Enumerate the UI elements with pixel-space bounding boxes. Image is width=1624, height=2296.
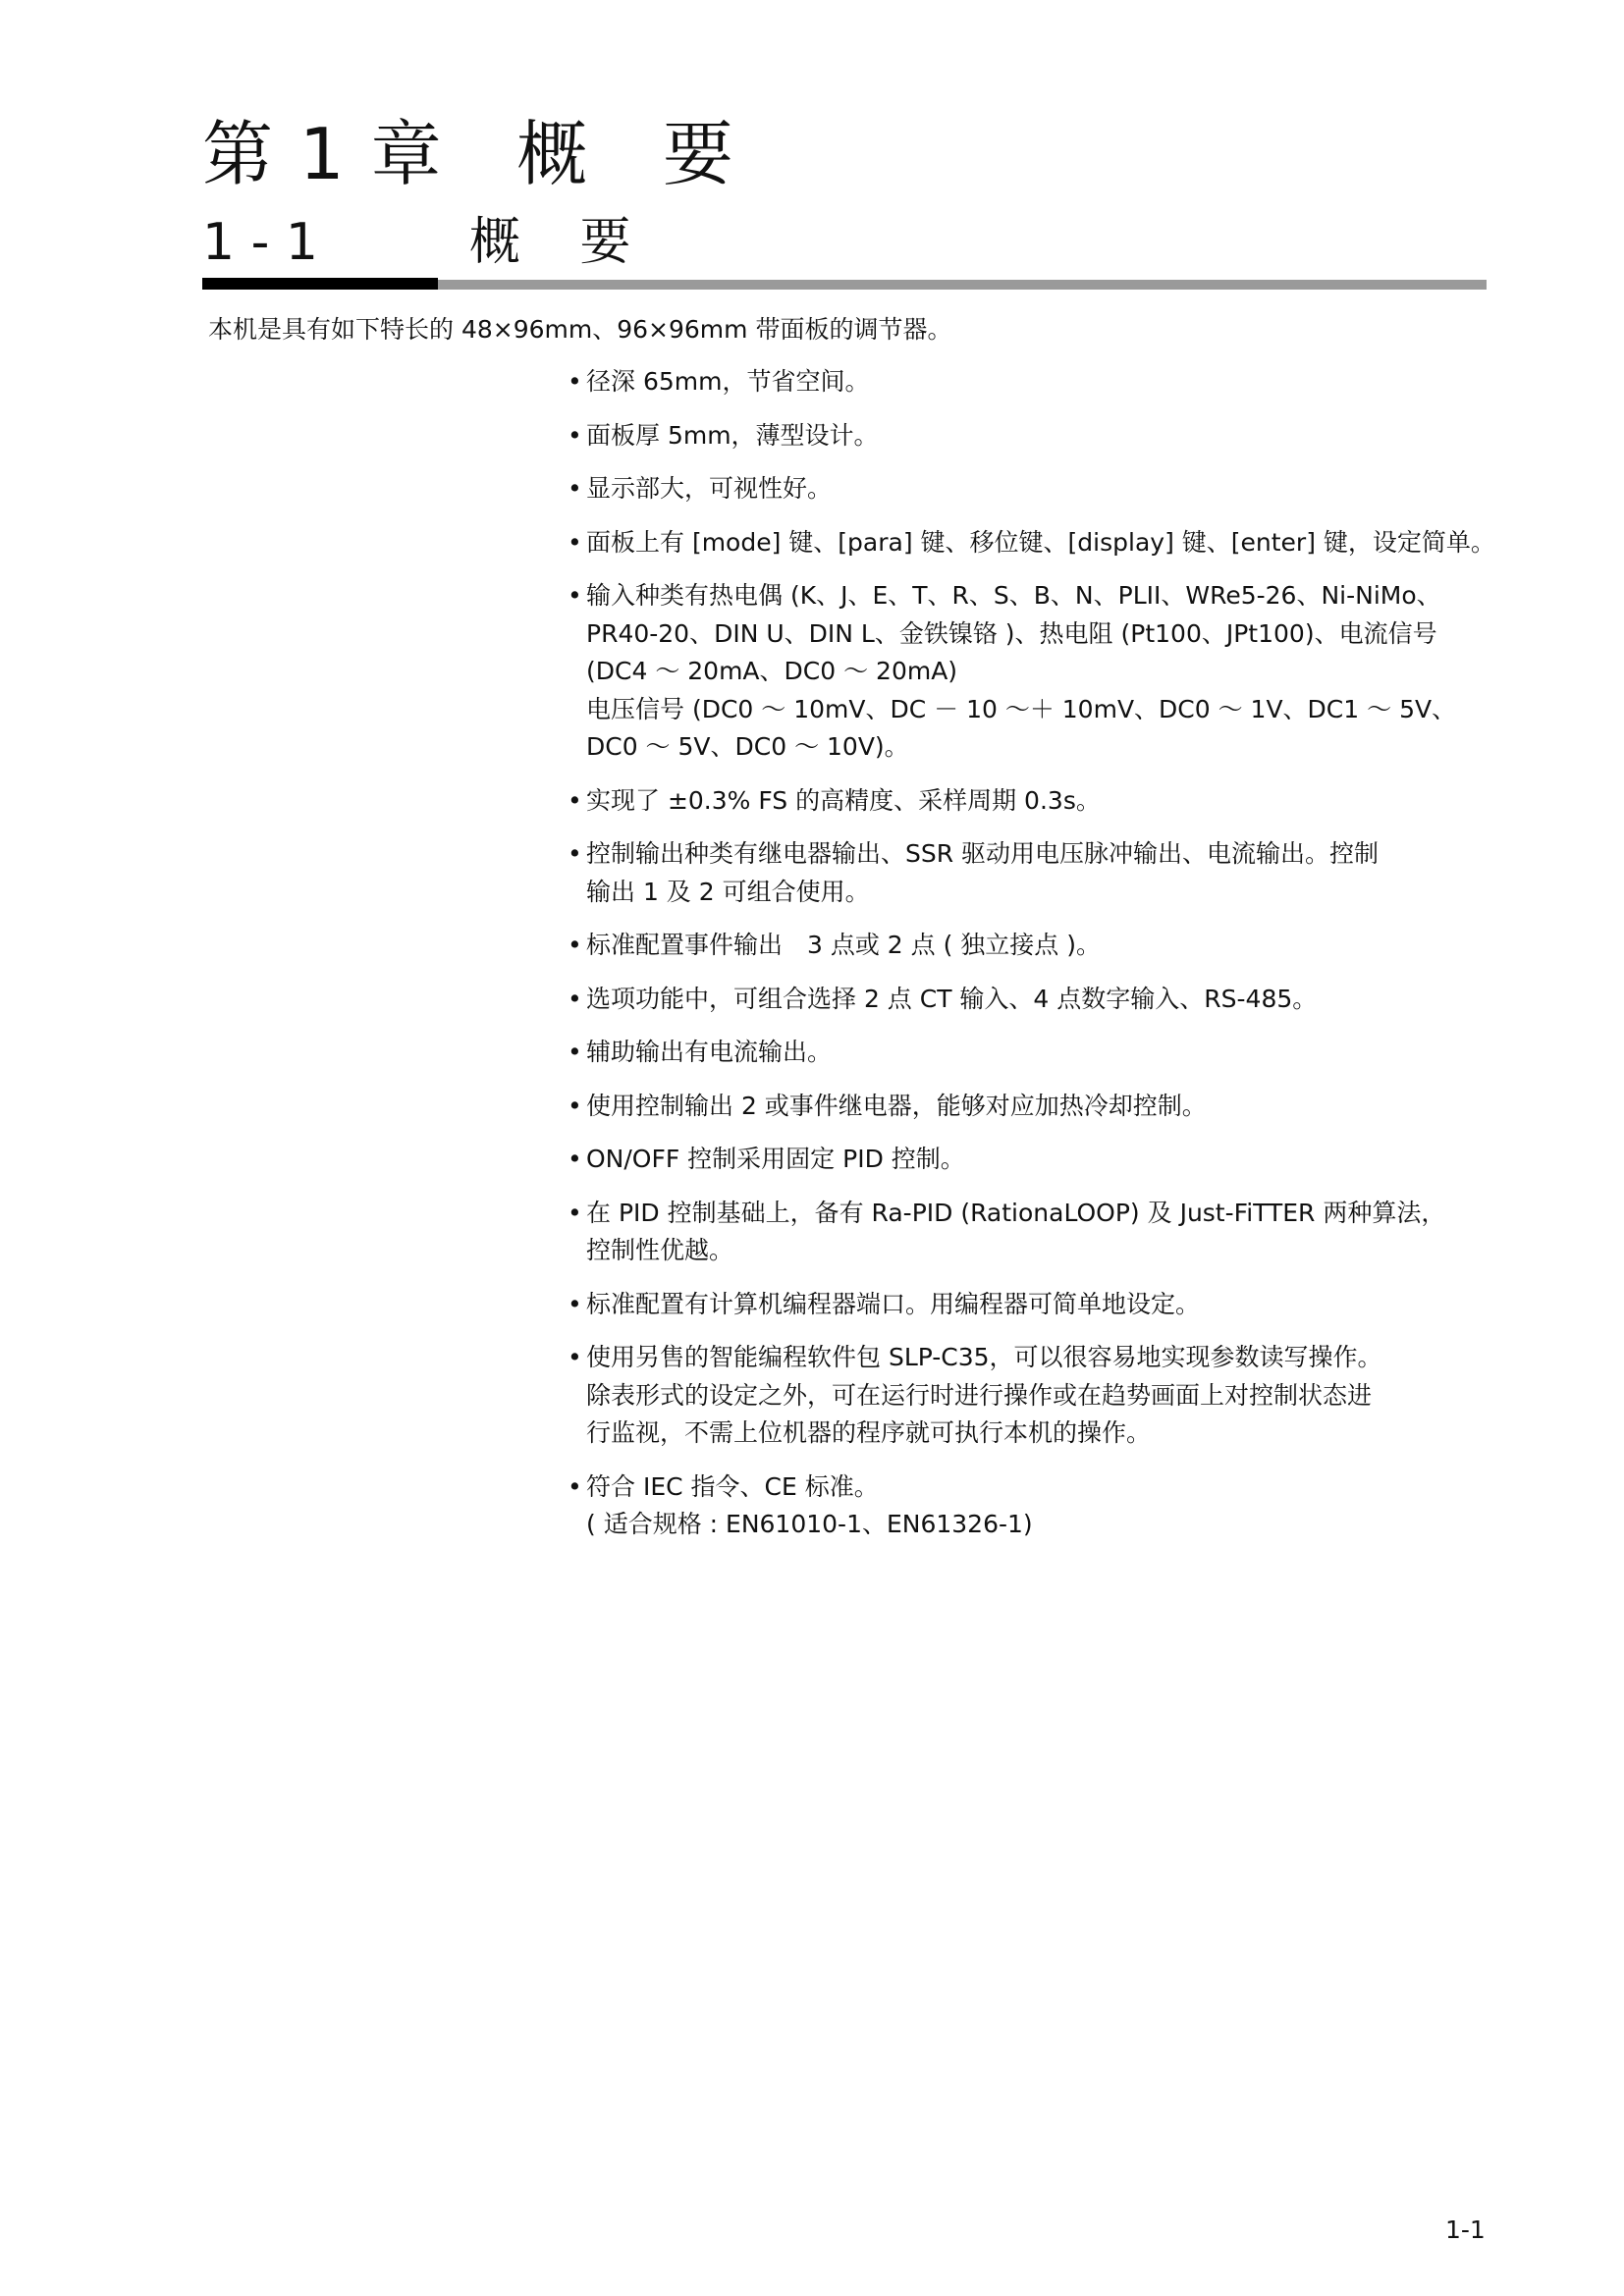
bullet-icon: • xyxy=(568,1198,582,1227)
bullet-icon: • xyxy=(568,420,582,450)
feature-item xyxy=(568,782,1490,821)
feature-item xyxy=(568,835,1490,911)
feature-text-line: (DC4 ～ 20mA、DC0 ～ 20mA) xyxy=(586,657,958,685)
feature-text-line: 实现了 ±0.3% FS 的高精度、采样周期 0.3s。 xyxy=(586,785,1101,815)
section-title: 概 要 xyxy=(469,213,653,272)
feature-text-line: 使用另售的智能编程软件包 SLP-C35，可以很容易地实现参数读写操作。 xyxy=(586,1343,1382,1371)
feature-text-line: 径深 65mm，节省空间。 xyxy=(586,367,870,396)
feature-text-line: ( 适合规格 : EN61010-1、EN61326-1) xyxy=(586,1510,1033,1538)
feature-text-line: ON/OFF 控制采用固定 PID 控制。 xyxy=(586,1145,965,1173)
section-rule-black xyxy=(202,278,438,290)
feature-item xyxy=(568,981,1490,1019)
feature-text-line: 标准配置有计算机编程器端口。用编程器可简单地设定。 xyxy=(586,1289,1201,1318)
feature-text-line: 面板上有 [mode] 键、[para] 键、移位键、[display] 键、[enter] 键，设定简单。 xyxy=(586,527,1495,557)
feature-text-line: 符合 IEC 指令、CE 标准。 xyxy=(586,1471,879,1501)
bullet-icon: • xyxy=(568,1091,582,1120)
feature-item xyxy=(568,524,1495,562)
feature-text-line: 辅助输出有电流输出。 xyxy=(586,1038,833,1066)
bullet-icon: • xyxy=(568,474,582,503)
feature-text-line: 在 PID 控制基础上，备有 Ra-PID (RationaLOOP) 及 Just-FiTTER 两种算法， xyxy=(586,1198,1446,1227)
feature-list xyxy=(568,363,1495,1560)
bullet-icon: • xyxy=(568,367,582,396)
feature-text-line: 使用控制输出 2 或事件继电器，能够对应加热冷却控制。 xyxy=(586,1091,1207,1120)
feature-text-line: 除表形式的设定之外，可在运行时进行操作或在趋势画面上对控制状态进 xyxy=(586,1380,1373,1410)
feature-item xyxy=(568,1286,1490,1324)
feature-item xyxy=(568,1034,1490,1072)
feature-text-line: 显示部大，可视性好。 xyxy=(586,474,833,503)
bullet-icon: • xyxy=(568,931,582,959)
bullet-icon: • xyxy=(568,1145,582,1173)
feature-text-line: PR40-20、DIN U、DIN L、金铁镍铬 )、热电阻 (Pt100、JPt100)、电流信号 xyxy=(586,618,1437,648)
feature-text-line: 电压信号 (DC0 ～ 10mV、DC － 10 ～＋ 10mV、DC0 ～ 1V、DC1 ～ 5V、 xyxy=(586,694,1457,723)
page-number: 1-1 xyxy=(1445,2216,1486,2244)
bullet-icon: • xyxy=(568,581,582,610)
feature-text-line: 标准配置事件输出 3 点或 2 点 ( 独立接点 )。 xyxy=(586,931,1102,959)
feature-item xyxy=(568,363,1490,401)
feature-item xyxy=(568,417,1490,455)
feature-item xyxy=(568,927,1490,965)
feature-text-line: 行监视，不需上位机器的程序就可执行本机的操作。 xyxy=(586,1418,1152,1447)
feature-text-line: 面板厚 5mm，薄型设计。 xyxy=(586,420,879,450)
feature-text-line: DC0 ～ 5V、DC0 ～ 10V)。 xyxy=(586,732,909,761)
bullet-icon: • xyxy=(568,1038,582,1066)
feature-item xyxy=(568,470,1490,508)
feature-item xyxy=(568,1141,1490,1179)
bullet-icon: • xyxy=(568,1471,582,1501)
chapter-title: 第 1 章 概 要 xyxy=(202,113,735,195)
bullet-icon: • xyxy=(568,984,582,1013)
feature-text-line: 输出 1 及 2 可组合使用。 xyxy=(586,877,870,906)
bullet-icon: • xyxy=(568,839,582,868)
bullet-icon: • xyxy=(568,1289,582,1318)
bullet-icon: • xyxy=(568,1343,582,1371)
bullet-icon: • xyxy=(568,527,582,557)
feature-text-line: 输入种类有热电偶 (K、J、E、T、R、S、B、N、PLII、WRe5-26、Ni-NiMo、 xyxy=(586,581,1441,610)
intro-paragraph: 本机是具有如下特长的 48×96mm、96×96mm 带面板的调节器。 xyxy=(208,315,952,344)
feature-item xyxy=(568,1468,1490,1544)
feature-item xyxy=(568,1195,1490,1270)
bullet-icon: • xyxy=(568,785,582,815)
section-rule-gray xyxy=(438,280,1487,290)
feature-item xyxy=(568,1339,1490,1453)
section-number: 1 - 1 xyxy=(202,213,318,272)
feature-item xyxy=(568,1088,1490,1126)
feature-text-line: 控制输出种类有继电器输出、SSR 驱动用电压脉冲输出、电流输出。控制 xyxy=(586,839,1380,868)
feature-text-line: 控制性优越。 xyxy=(586,1236,734,1264)
feature-item xyxy=(568,577,1490,767)
feature-text-line: 选项功能中，可组合选择 2 点 CT 输入、4 点数字输入、RS-485。 xyxy=(586,984,1318,1013)
